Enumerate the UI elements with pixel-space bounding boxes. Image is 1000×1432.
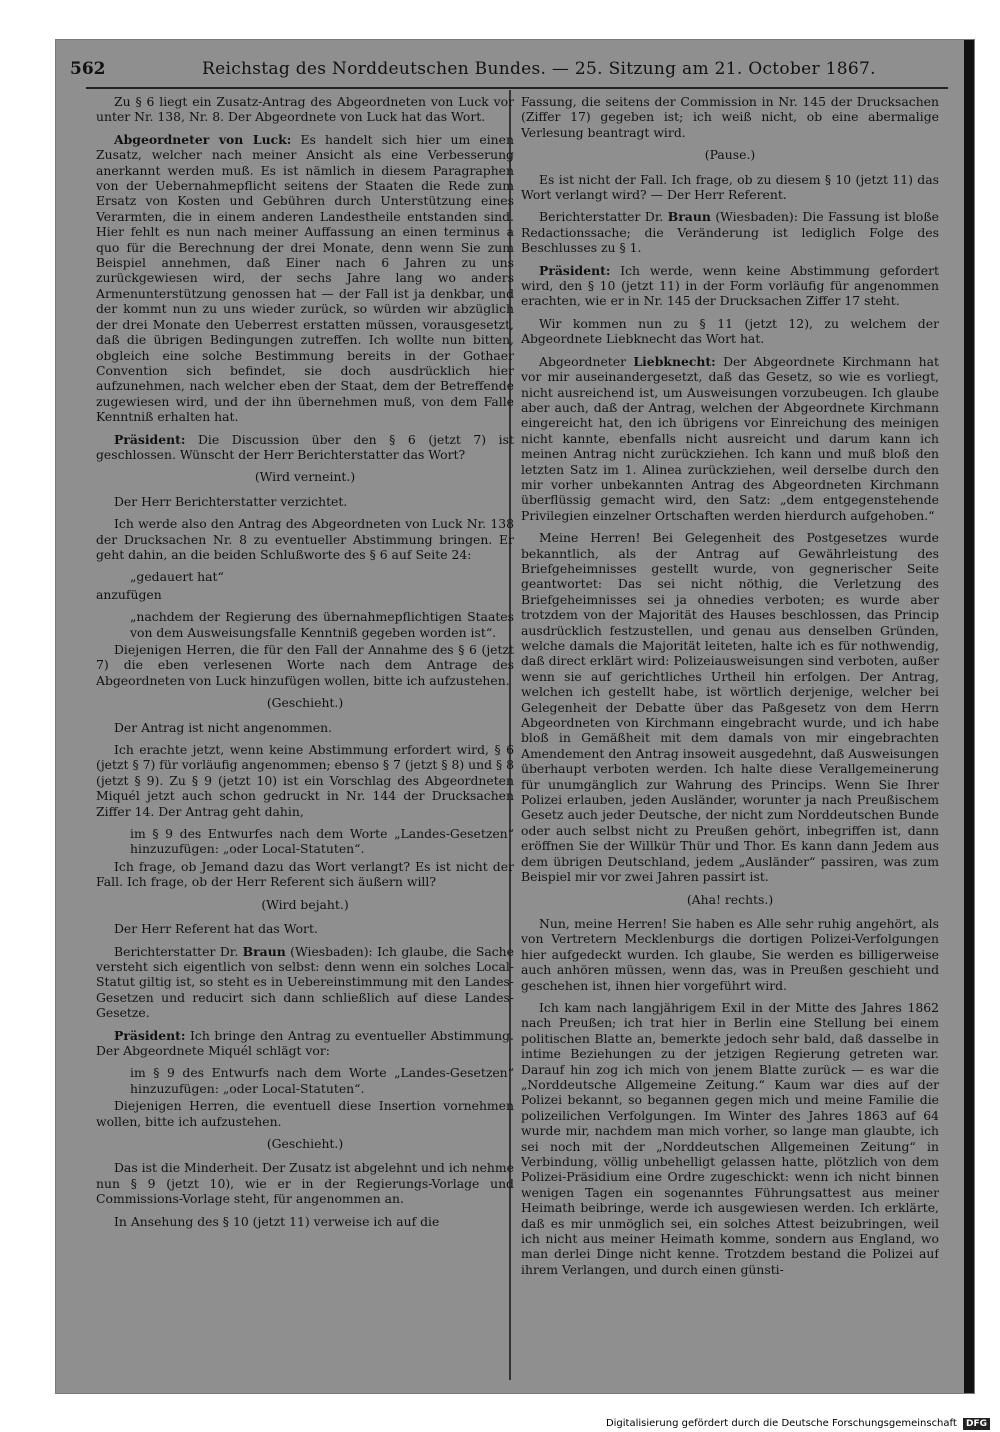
paragraph: Ich erachte jetzt, wenn keine Abstimmung erfordert wird, § 6 (jetzt § 7) für vorläufig angenommen; ebenso § 7 (jetzt § 8) und § 8 (jetzt § 9). Zu § 9 (jetzt 10) ist ein Vorschlag des Abgeordneten Miquél jetzt auch schon gedruckt in Nr. 144 der Drucksachen Ziffer 14. Der Antrag geht dahin, — [96, 742, 514, 819]
speech-text: Der Abgeordnete Kirchmann hat vor mir auseinandergesetzt, daß das Gesetz, so wie es vorliegt, nicht ausreichend ist, um Ausweisungen vorzubeugen. Ich glaube aber auch, daß der Antrag, welchen der Abgeordnete Kirchmann eingereicht hat, den ich übrigens vor Einreichung des meinigen nicht kannte, ebenfalls nicht ausreicht und darum kann ich meinen Antrag nicht zurückziehen. Ich kann und muß bloß den letzten Satz im 1. Alinea zurückziehen, weil derselbe durch den mir vorher unbekannten Antrag des Abgeordneten Kirchmann überflüssig gemacht wird, den Satz: „dem entgegenstehende Privilegien einzelner Ortschaften werden hierdurch aufgehoben.“ — [521, 353, 939, 523]
paragraph: Der Herr Referent hat das Wort. — [114, 921, 318, 937]
paragraph: Ich kam nach langjährigem Exil in der Mitte des Jahres 1862 nach Preußen; ich trat hier in Berlin eine Stellung bei einem politischen Blatte an, bemerkte jedoch sehr bald, daß dasselbe in intime Beziehungen zu der jetzigen Regierung getreten war. Darauf hin zog ich mich von jenem Blatte zurück — es war die „Norddeutsche Allgemeine Zeitung.“ Kaum war dies auf der Polizei bekannt, so begannen gegen mich und meine Familie die polizeilichen Verfolgungen. Im Winter des Jahres 1863 auf 64 wurde mir, nachdem man mich vorher, so lange man glaubte, ich sei noch mit der „Norddeutschen Allgemeinen Zeitung“ in Verbindung, völlig unbehelligt gelassen hatte, plötzlich von dem Polizei-Präsidium eine Ordre zugeschickt: wenn ich nicht binnen wenigen Tagen ein sogenanntes Führungsattest aus meiner Heimath beibringe, werde ich ausgewiesen werden. Ich erklärte, daß es mir unmöglich sei, ein solches Attest beizubringen, weil ich nicht aus meiner Heimath komme, sondern aus England, wo man derlei Dinge nicht kenne. Trotzdem bestand die Polizei auf ihrem Verlangen, und durch einen günsti- — [521, 999, 939, 1277]
quoted-amendment: im § 9 des Entwurfes nach dem Worte „Landes-Gesetzen“ hinzuzufügen: „oder Local-Statuten“. — [130, 826, 514, 857]
paragraph: Das ist die Minderheit. Der Zusatz ist abgelehnt und ich nehme nun § 9 (jetzt 10), wie er in der Regierungs-Vorlage und Commissions-Vorlage steht, für angenommen an. — [96, 1160, 514, 1207]
right-column — [521, 94, 939, 1380]
quoted-amendment: „gedauert hat“ — [130, 569, 224, 585]
paragraph: Nun, meine Herren! Sie haben es Alle sehr ruhig angehört, als von Vertretern Mecklenburgs die dortigen Polizei-Verfolgungen hier aufgedeckt wurden. Ich glaube, Sie werden es billigerweise auch anhören müssen, wenn das, was in Preußen geschieht und geschehen ist, ihnen hier vorgeführt wird. — [521, 915, 939, 993]
speaker-name: Braun — [242, 943, 286, 959]
speaker-origin: (Wiesbaden): — [715, 209, 798, 225]
speech-text: Die Fassung ist bloße Redactionssache; die Veränderung ist lediglich Folge des Beschlusses zu § 1. — [521, 209, 939, 256]
footer-text: Digitalisierung gefördert durch die Deutsche Forschungsgemeinschaft — [605, 1418, 957, 1429]
stage-direction: (Geschieht.) — [266, 1135, 344, 1151]
speech-paragraph — [96, 944, 514, 1021]
speech-text: Ich werde, wenn keine Abstimmung gefordert wird, den § 10 (jetzt 11) in der Form vorläufig für angenommen erachten, wie er in Nr. 145 der Drucksachen Ziffer 17 steht. — [521, 262, 939, 309]
speaker-name: Braun — [667, 209, 711, 225]
speech-paragraph — [521, 354, 939, 523]
speaker-name: Liebknecht: — [633, 353, 716, 369]
speech-text: Es handelt sich hier um einen Zusatz, welcher nach meiner Ansicht als eine Verbesserung anerkannt werden muß. Es ist nämlich in diesem Paragraphen von der Uebernahmepflicht seitens der Staaten die Rede zum Ersatz von Kosten und Gebühren durch Unterstützung eines Verarmten, die in einem anderen Landestheile entstanden sind. Hier fehlt es nun nach meiner Auffassung an einen terminus a quo für die Berechnung der drei Monate, denn wenn Sie zum Beispiel annehmen, daß Einer nach 6 Jahren zu uns zurückgewiesen wird, der sechs Jahre lang wo anders Armenunterstützung genossen hat — der Fall ist ja denkbar, und der kommt nun zu uns wieder zurück, so würden wir abzüglich der drei Monate den Ueberrest erstatten müssen, vorausgesetzt, daß die übrigen Bedingungen zutreffen. Ich wollte nun bitten, obgleich eine solche Bestimmung bereits in der Gothaer Convention sich befindet, sie doch ausdrücklich hier aufzunehmen, nach welcher eben der Staat, dem der Betreffende zugewiesen wird, und der ihn übernehmen muß, von dem Falle Kenntniß erhalten hat. — [96, 131, 514, 425]
scanned-page — [56, 40, 974, 1393]
speech-paragraph — [96, 1028, 514, 1059]
paragraph: Der Antrag ist nicht angenommen. — [114, 719, 333, 735]
paragraph: Ich frage, ob Jemand dazu das Wort verlangt? Es ist nicht der Fall. Ich frage, ob der Herr Referent sich äußern will? — [96, 858, 514, 890]
speech-paragraph — [96, 432, 514, 463]
speech-paragraph — [521, 263, 939, 309]
stage-direction: (Wird verneint.) — [254, 469, 356, 485]
speaker-role: Berichterstatter Dr. — [539, 209, 664, 225]
speaker-role: Abgeordneter — [539, 353, 627, 369]
speaker-name: Präsident: — [539, 262, 611, 278]
speaker-name: Präsident: — [114, 1027, 186, 1043]
paragraph: Ich werde also den Antrag des Abgeordneten von Luck Nr. 138 der Drucksachen Nr. 8 zu eventueller Abstimmung bringen. Er geht dahin, an die beiden Schlußworte des § 6 auf Seite 24: — [96, 516, 514, 562]
paragraph: Wir kommen nun zu § 11 (jetzt 12), zu welchem der Abgeordnete Liebknecht das Wort hat. — [521, 315, 939, 347]
speech-text: Ich bringe den Antrag zu eventueller Abstimmung. Der Abgeordnete Miquél schlägt vor: — [96, 1027, 514, 1058]
speaker-name: Präsident: — [114, 431, 186, 447]
paragraph: Der Herr Berichterstatter verzichtet. — [114, 493, 348, 509]
left-column — [96, 94, 514, 1380]
speech-paragraph — [521, 209, 939, 255]
page-number: 562 — [70, 59, 106, 79]
page-header — [70, 54, 950, 84]
header-rule — [86, 87, 948, 89]
stage-direction: (Aha! rechts.) — [686, 891, 774, 907]
paragraph: anzufügen — [96, 586, 162, 602]
dfg-logo: DFG — [963, 1418, 990, 1430]
footer-credit — [600, 1417, 990, 1431]
speaker-name: Abgeordneter von Luck: — [114, 131, 292, 147]
paragraph: Meine Herren! Bei Gelegenheit des Postgesetzes wurde bekanntlich, als der Antrag auf Gewährleistung des Briefgeheimnisses gestellt wurde, von gegnerischer Seite geantwortet: Das sei nicht nöthig, die Verletzung des Briefgeheimnisses sei ja ohnedies verboten; es wurde aber trotzdem von der Majorität des Hauses beschlossen, das Princip ausdrücklich festzustellen, und genau aus denselben Gründen, welche damals die Majorität leiteten, halte ich es für nothwendig, daß direct erklärt wird: Polizeiausweisungen sind verboten, außer wenn sie auf gerichtliches Urtheil hin erfolgen. Der Antrag, welchen ich gestellt habe, ist wörtlich derjenige, welcher bei Gelegenheit der Debatte über das Paßgesetz von dem Herrn Abgeordneten von Kirchmann eingebracht wurde, und ich habe bloß in Gemäßheit mit dem damals von mir eingebrachten Amendement den Antrag insoweit ausgedehnt, daß Ausweisungen überhaupt verboten werden. Ich halte diese Verallgemeinerung für unumgänglich zur Wahrung des Princips. Wenn Sie Ihrer Polizei erlauben, jeden Ausländer, worunter ja nach Preußischem Gesetz auch jeder Deutsche, der nicht zum Norddeutschen Bunde oder auch selbst nicht zu Preußen gehört, inbegriffen ist, dann eröffnen Sie der Willkür Thür und Thor. Es kann dann Jedem aus dem übrigen Deutschland, jedem „Ausländer“ passiren, was zum Beispiel mir vor zwei Jahren passirt ist. — [521, 530, 939, 885]
stage-direction: (Geschieht.) — [266, 695, 344, 711]
stage-direction: (Wird bejaht.) — [261, 896, 349, 912]
speaker-role: Berichterstatter Dr. — [114, 943, 239, 959]
paragraph: Es ist nicht der Fall. Ich frage, ob zu diesem § 10 (jetzt 11) das Wort verlangt wird? — Der Herr Referent. — [521, 171, 939, 203]
page-spine-edge — [964, 40, 974, 1393]
paragraph: Diejenigen Herren, die für den Fall der Annahme des § 6 (jetzt 7) die eben verlesenen Worte nach dem Antrage des Abgeordneten von Luck hinzufügen wollen, bitte ich aufzustehen. — [96, 642, 514, 688]
paragraph: In Ansehung des § 10 (jetzt 11) verweise ich auf die — [114, 1213, 440, 1229]
quoted-amendment: im § 9 des Entwurfs nach dem Worte „Landes-Gesetzen“ hinzuzufügen: „oder Local-Statuten“. — [130, 1065, 514, 1096]
speech-paragraph — [96, 132, 514, 425]
speech-text: Die Discussion über den § 6 (jetzt 7) ist geschlossen. Wünscht der Herr Berichterstatter das Wort? — [96, 431, 514, 462]
quoted-amendment: „nachdem der Regierung des übernahmepflichtigen Staates von dem Ausweisungsfalle Kenntniß gegeben worden ist“. — [130, 609, 514, 640]
paragraph: Fassung, die seitens der Commission in Nr. 145 der Drucksachen (Ziffer 17) gegeben ist; ich weiß nicht, ob eine abermalige Verlesung beantragt wird. — [521, 94, 939, 140]
speaker-origin: (Wiesbaden): — [290, 943, 373, 959]
stage-direction: (Pause.) — [704, 147, 756, 163]
running-title: Reichstag des Norddeutschen Bundes. — 25. Sitzung am 21. October 1867. — [202, 59, 876, 79]
paragraph: Zu § 6 liegt ein Zusatz-Antrag des Abgeordneten von Luck vor unter Nr. 138, Nr. 8. Der Abgeordnete von Luck hat das Wort. — [96, 94, 514, 125]
paragraph: Diejenigen Herren, die eventuell diese Insertion vornehmen wollen, bitte ich aufzustehen. — [96, 1098, 514, 1129]
speech-text: Ich glaube, die Sache versteht sich eigentlich von selbst: denn wenn ein solches Local-Statut giltig ist, so steht es in Uebereinstimmung mit den Landes-Gesetzen und reducirt sich dann schließlich auf diese Landes-Gesetze. — [96, 943, 514, 1021]
